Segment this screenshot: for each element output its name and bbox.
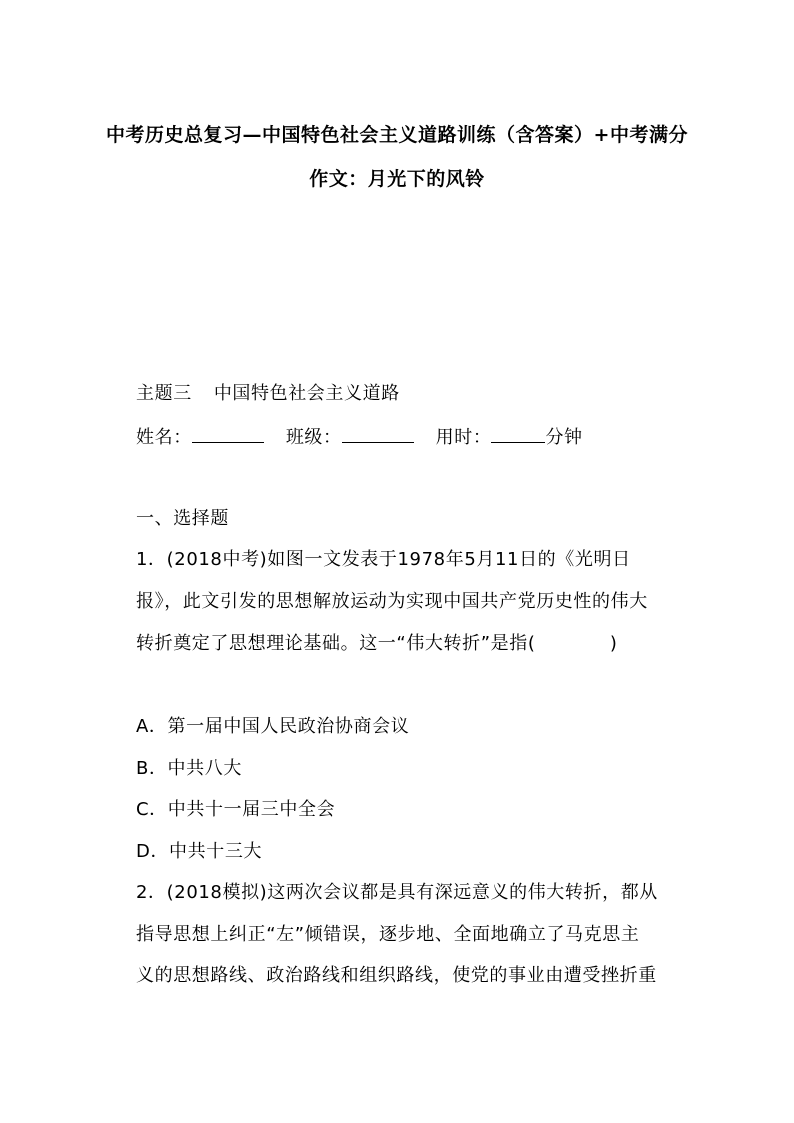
question-text-line: 2．(2018模拟)这两次会议都是具有深远意义的伟大转折，都从 — [136, 882, 658, 903]
name-label: 姓名： — [136, 427, 192, 448]
student-info-row — [136, 424, 583, 450]
topic-label: 主题三 — [136, 383, 192, 404]
class-label: 班级： — [285, 427, 342, 448]
question-text-line: 指导思想上纠正“左”倾错误，逐步地、全面地确立了马克思主 — [136, 924, 640, 945]
time-unit: 分钟 — [545, 427, 583, 448]
name-blank[interactable] — [192, 424, 264, 443]
topic-name: 中国特色社会主义道路 — [213, 383, 400, 404]
option-a: A．第一届中国人民政治协商会议 — [136, 716, 410, 737]
option-c: C．中共十一届三中全会 — [136, 799, 336, 820]
option-b: B．中共八大 — [136, 758, 242, 779]
question-text-line: 报》，此文引发的思想解放运动为实现中国共产党历史性的伟大 — [136, 591, 648, 612]
topic-heading — [136, 382, 400, 406]
time-label: 用时： — [435, 427, 492, 448]
section-heading: 一、选择题 — [136, 508, 229, 529]
title-line-2: 作文：月光下的风铃 — [309, 168, 485, 190]
question-text-line: 转折奠定了思想理论基础。这一“伟大转折”是指( ) — [136, 633, 618, 654]
question-text-line: 义的思想路线、政治路线和组织路线，使党的事业由遭受挫折重 — [136, 965, 657, 986]
title-line-1: 中考历史总复习—中国特色社会主义道路训练（含答案）+中考满分 — [106, 124, 688, 146]
option-d: D．中共十三大 — [136, 841, 263, 862]
question-text-line: 1．(2018中考)如图一文发表于1978年5月11日的《光明日 — [136, 549, 631, 570]
class-blank[interactable] — [342, 424, 414, 443]
time-blank[interactable] — [491, 424, 545, 443]
